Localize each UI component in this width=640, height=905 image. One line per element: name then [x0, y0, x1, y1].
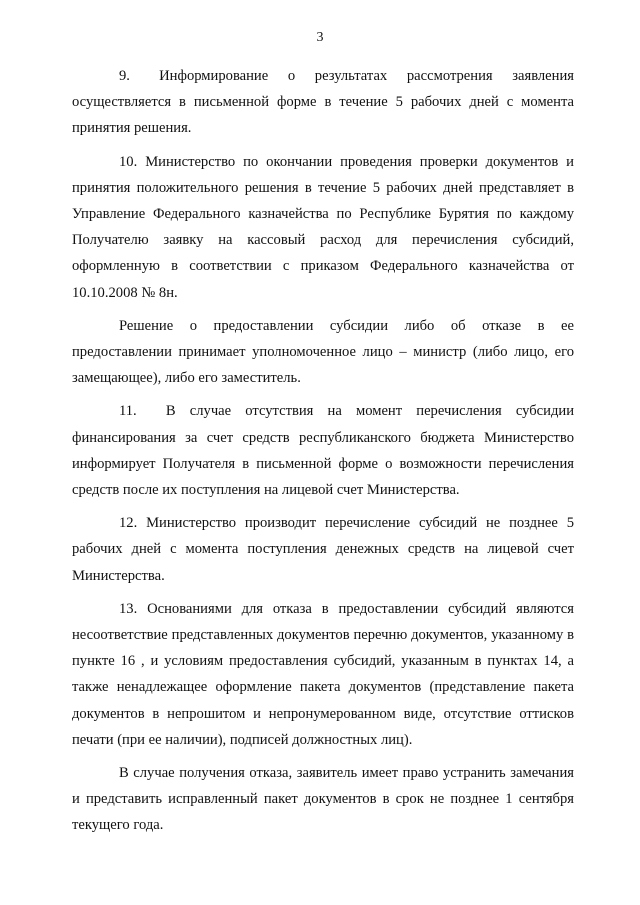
paragraph-12: 12. Министерство производит перечисление субсидий не позднее 5 рабочих дней с момента поступления денежных средств на лицевой счет Министерства.: [72, 515, 574, 584]
paragraph-decision: Решение о предоставлении субсидии либо об отказе в ее предоставлении принимает уполномоченное лицо – министр (либо лицо, его замещающее), либо его заместитель.: [72, 317, 574, 387]
paragraph-13: 13. Основаниями для отказа в предоставлении субсидий являются несоответствие представленных документов перечню документов, указанному в пункте 16 , и условиям предоставления субсидий, указанным в пунктах 14, а также ненадлежащее оформление пакета документов (представление пакета документов в непрошитом и непронумерованном виде, отсутствие оттисков печати (при ее наличии), подписей должностных лиц).: [72, 600, 574, 748]
document-body: [72, 63, 574, 846]
page-number: 3: [316, 30, 324, 45]
paragraph-refusal: В случае получения отказа, заявитель имеет право устранить замечания и представить исправленный пакет документов в срок не позднее 1 сентября текущего года.: [72, 765, 574, 834]
paragraph-11: 11. В случае отсутствия на момент перечисления субсидии финансирования за счет средств республиканского бюджета Министерство информирует Получателя в письменной форме о возможности перечисления средств после их поступления на лицевой счет Министерства.: [72, 403, 574, 499]
paragraph-9: 9. Информирование о результатах рассмотрения заявления осуществляется в письменной форме в течение 5 рабочих дней с момента принятия решения.: [72, 68, 574, 137]
paragraph-10: 10. Министерство по окончании проведения проверки документов и принятия положительного решения в течение 5 рабочих дней представляет в Управление Федерального казначейства по Республике Бурятия по каждому Получателю заявку на кассовый расход для перечисления субсидий, оформленную в соответствии с приказом Федерального казначейства от 10.10.2008 № 8н.: [72, 153, 574, 301]
